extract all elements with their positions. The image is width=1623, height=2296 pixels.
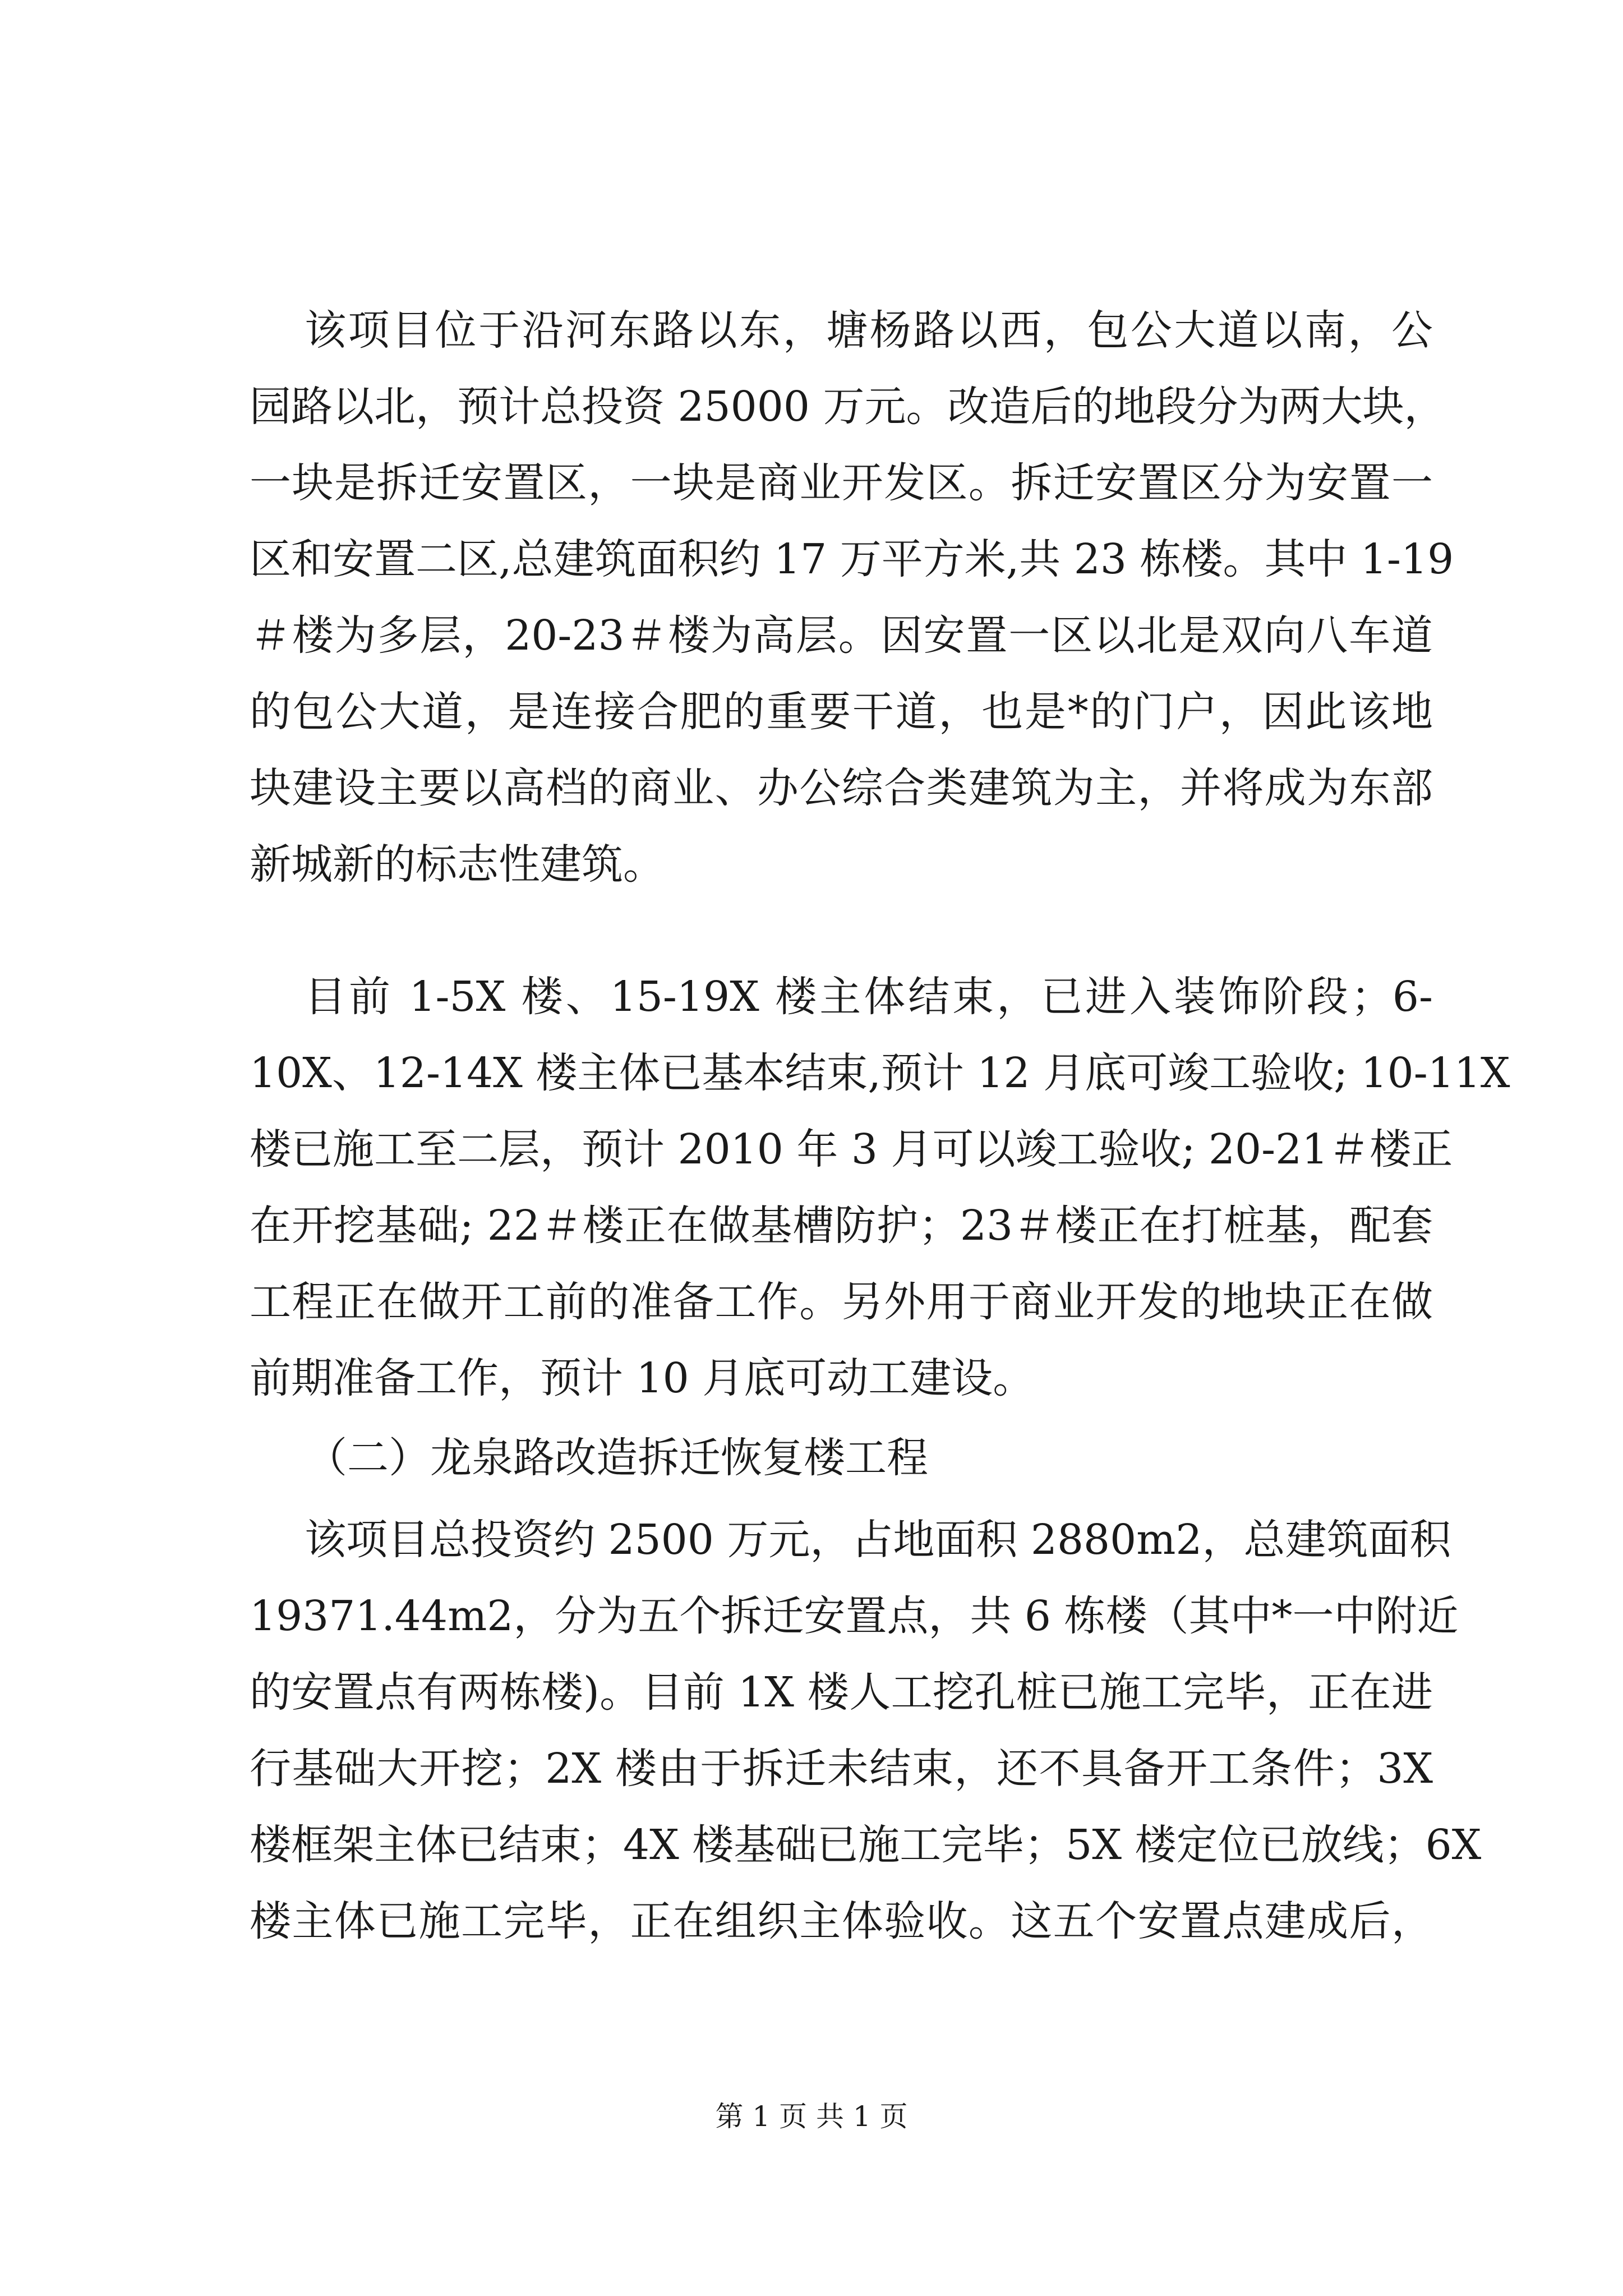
text-line: 一块是拆迁安置区，一块是商业开发区。拆迁安置区分为安置一 — [250, 459, 1433, 507]
section-heading: （二）龙泉路改造拆迁恢复楼工程 — [306, 1434, 928, 1482]
text-line: 10X、12-14X 楼主体已基本结束,预计 12 月底可竣工验收; 10-11X — [250, 1049, 1510, 1097]
text-line: ＃楼为多层，20-23＃楼为高层。因安置一区以北是双向八车道 — [250, 611, 1433, 660]
text-line: 园路以北，预计总投资 25000 万元。改造后的地段分为两大块， — [250, 383, 1446, 431]
text-line: 在开挖基础; 22＃楼正在做基槽防护；23＃楼正在打桩基，配套 — [250, 1202, 1433, 1250]
text-line: 该项目总投资约 2500 万元，占地面积 2880m2，总建筑面积 — [305, 1516, 1451, 1564]
text-line: 目前 1-5X 楼、15-19X 楼主体结束，已进入装饰阶段；6- — [305, 973, 1433, 1021]
text-line: 的包公大道，是连接合肥的重要干道，也是*的门户，因此该地 — [250, 688, 1433, 736]
text-line: 区和安置二区,总建筑面积约 17 万平方米,共 23 栋楼。其中 1-19 — [250, 535, 1454, 583]
page-footer: 第 1 页 共 1 页 — [715, 2100, 908, 2133]
text-line: 楼主体已施工完毕，正在组织主体验收。这五个安置点建成后， — [250, 1897, 1433, 1945]
text-line: 该项目位于沿河东路以东，塘杨路以西，包公大道以南，公 — [305, 306, 1433, 355]
text-line: 行基础大开挖；2X 楼由于拆迁未结束，还不具备开工条件；3X — [250, 1745, 1433, 1793]
text-line: 的安置点有两栋楼)。目前 1X 楼人工挖孔桩已施工完毕，正在进 — [250, 1668, 1433, 1717]
text-line: 工程正在做开工前的准备工作。另外用于商业开发的地块正在做 — [250, 1278, 1433, 1326]
text-line: 块建设主要以高档的商业、办公综合类建筑为主，并将成为东部 — [250, 764, 1433, 812]
text-line: 楼已施工至二层，预计 2010 年 3 月可以竣工验收; 20-21＃楼正 — [250, 1125, 1453, 1174]
text-line: 楼框架主体已结束；4X 楼基础已施工完毕；5X 楼定位已放线；6X — [250, 1821, 1482, 1869]
text-line: 新城新的标志性建筑。 — [250, 840, 665, 889]
text-line: 前期准备工作，预计 10 月底可动工建设。 — [250, 1354, 1035, 1402]
text-line: 19371.44m2，分为五个拆迁安置点，共 6 栋楼（其中*一中附近 — [250, 1592, 1459, 1640]
